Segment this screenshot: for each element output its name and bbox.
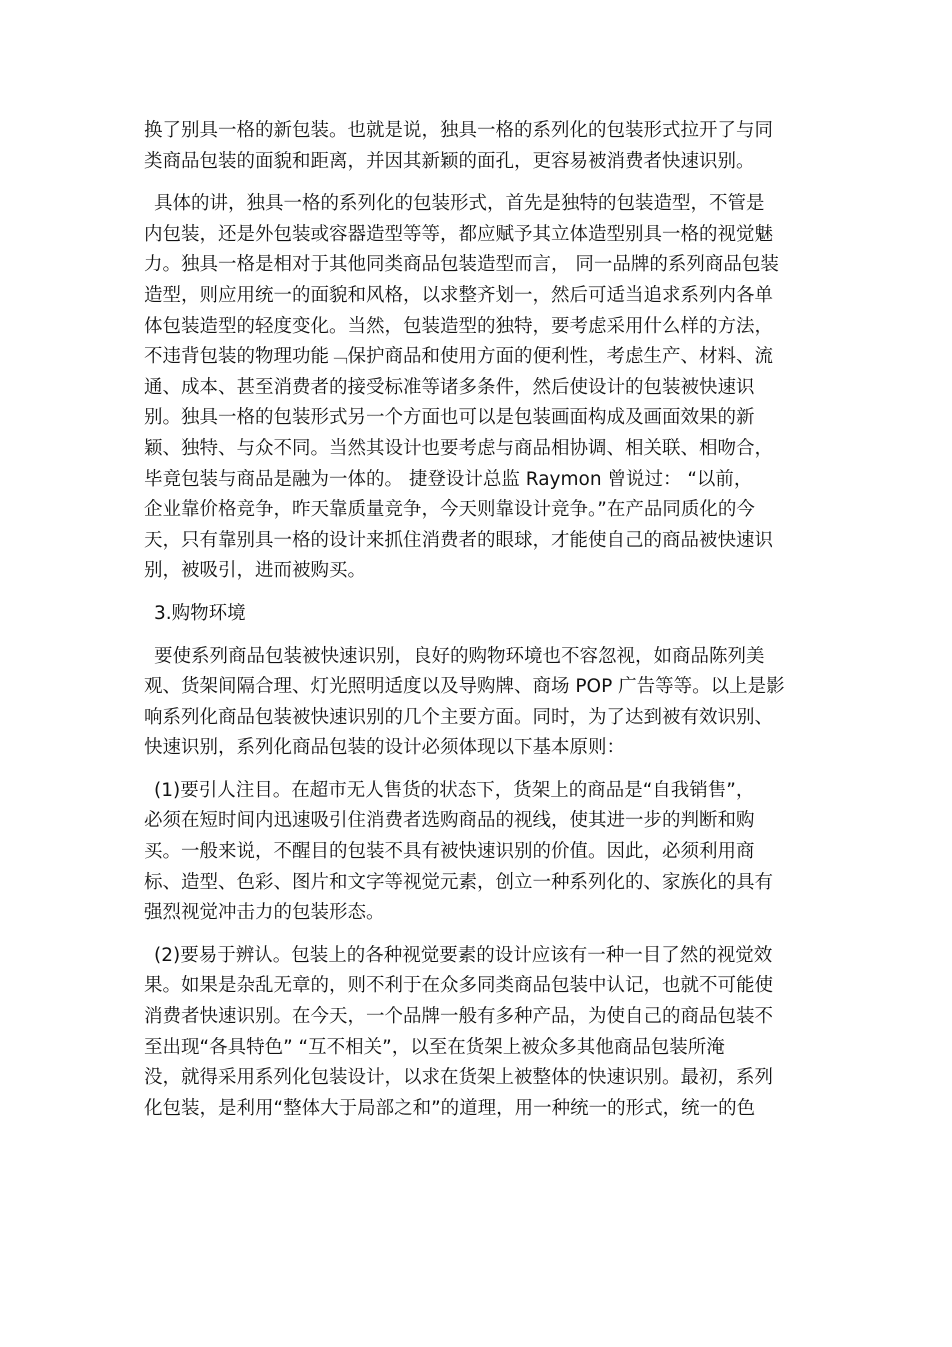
text-line: 没，就得采用系列化包装设计，以求在货架上被整体的快速识别。最初，系列 (144, 1067, 774, 1089)
text-line: 企业靠价格竞争，昨天靠质量竞争，今天则靠设计竞争。”在产品同质化的今 (144, 499, 755, 521)
text-line: 果。如果是杂乱无章的，则不利于在众多同类商品包装中认记，也就不可能使 (144, 975, 774, 997)
paragraph (144, 116, 809, 177)
text-line: 造型，则应用统一的面貌和风格，以求整齐划一，然后可适当追求系列内各单 (144, 284, 774, 306)
text-line: 类商品包装的面貌和距离，并因其新颖的面孔，更容易被消费者快速识别。 (144, 150, 755, 172)
text-line: 3.购物环境 (154, 602, 246, 624)
text-line: (2)要易于辨认。包装上的各种视觉要素的设计应该有一种一目了然的视觉效 (154, 944, 773, 966)
paragraph (144, 941, 809, 1125)
text-line: 化包装，是利用“整体大于局部之和”的道理，用一种统一的形式，统一的色 (144, 1097, 756, 1119)
text-line: 至出现“各具特色” “互不相关”，以至在货架上被众多其他商品包装所淹 (144, 1036, 725, 1058)
text-line: 颖、独特、与众不同。当然其设计也要考虑与商品相协调、相关联、相吻合， (144, 437, 774, 459)
text-line: 力。独具一格是相对于其他同类商品包装造型而言， 同一品牌的系列商品包装 (144, 254, 779, 276)
text-line: 内包装，还是外包装或容器造型等等，都应赋予其立体造型别具一格的视觉魅 (144, 223, 774, 245)
paragraph (144, 776, 809, 929)
text-line: 具体的讲，独具一格的系列化的包装形式，首先是独特的包装造型，不管是 (154, 193, 765, 215)
text-line: 快速识别，系列化商品包装的设计必须体现以下基本原则： (144, 737, 626, 759)
text-line: 要使系列商品包装被快速识别，良好的购物环境也不容忽视，如商品陈列美 (154, 645, 765, 667)
text-line: 观、货架间隔合理、灯光照明适度以及导购牌、商场 POP 广告等等。以上是影 (144, 676, 785, 698)
text-line: (1)要引人注目。在超市无人售货的状态下，货架上的商品是“自我销售”， (154, 779, 755, 801)
text-line: 体包装造型的轻度变化。当然，包装造型的独特，要考虑采用什么样的方法， (144, 315, 774, 337)
text-line: 通、成本、甚至消费者的接受标准等诸多条件，然后使设计的包装被快速识 (144, 376, 755, 398)
text-line: 别，被吸引，进而被购买。 (144, 560, 367, 582)
paragraph (144, 189, 809, 587)
body-text (144, 116, 809, 1124)
text-line: 标、造型、色彩、图片和文字等视觉元素，创立一种系列化的、家族化的具有 (144, 871, 774, 893)
text-line: 强烈视觉冲击力的包装形态。 (144, 902, 385, 924)
text-line: 必须在短时间内迅速吸引住消费者选购商品的视线，使其进一步的判断和购 (144, 810, 755, 832)
paragraph (144, 642, 809, 764)
text-line: 买。一般来说，不醒目的包装不具有被快速识别的价值。因此，必须利用商 (144, 841, 755, 863)
text-line: 别。独具一格的包装形式另一个方面也可以是包装画面构成及画面效果的新 (144, 407, 755, 429)
text-line: 天，只有靠别具一格的设计来抓住消费者的眼球，才能使自己的商品被快速识 (144, 529, 774, 551)
text-line: 不违背包装的物理功能﹁保护商品和使用方面的便利性，考虑生产、材料、流 (144, 346, 774, 368)
text-line: 毕竟包装与商品是融为一体的。 捷登设计总监 Raymon 曾说过： “以前， (144, 468, 753, 490)
text-line: 消费者快速识别。在今天，一个品牌一般有多种产品，为使自己的商品包装不 (144, 1006, 774, 1028)
text-line: 换了别具一格的新包装。也就是说，独具一格的系列化的包装形式拉开了与同 (144, 120, 774, 141)
paragraph (144, 599, 809, 630)
text-line: 响系列化商品包装被快速识别的几个主要方面。同时，为了达到被有效识别、 (144, 706, 774, 728)
